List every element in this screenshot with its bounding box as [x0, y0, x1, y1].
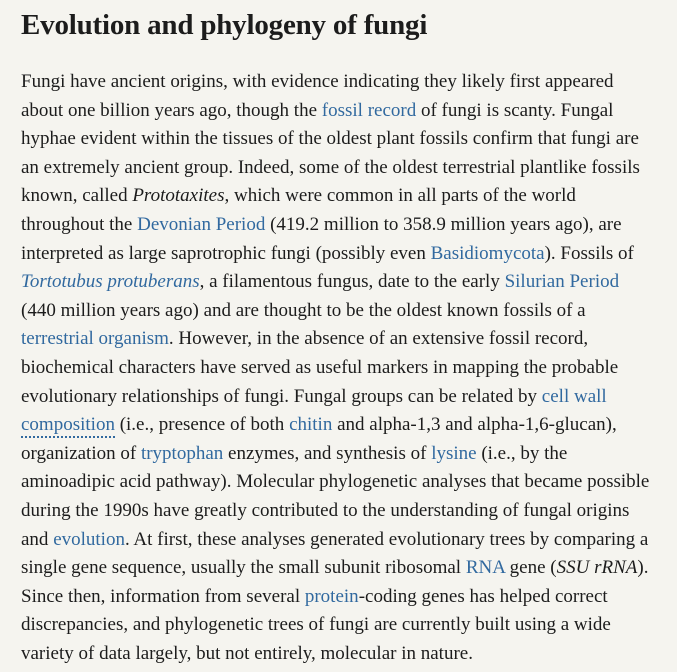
text-run: (440 million years ago) and are thought to be the oldest known fossils of a: [21, 299, 586, 321]
link-composition[interactable]: composition: [21, 414, 115, 438]
text-run: Fungi have ancient origins, with evidence indicating they likely first appeared about one billion years ago, though the: [21, 71, 614, 121]
link-silurian-period[interactable]: Silurian Period: [504, 271, 620, 293]
text-run: gene (: [504, 557, 557, 579]
text-run: . At first, these analyses generated evolutionary trees by comparing a single gene sequence, usually the small subunit ribosomal: [21, 528, 649, 579]
link-cell-wall[interactable]: cell wall: [541, 385, 607, 407]
text-run: of fungi is scanty. Fungal hyphae evident within the tissues of the oldest plant fossils confirm that fungi are an extremely ancient group. Indeed, some of the oldest terrestrial plantlike fossils known, called: [21, 99, 640, 207]
text-run: ). Since then, information from several: [21, 557, 649, 607]
link-lysine[interactable]: lysine: [431, 442, 477, 464]
link-protein[interactable]: protein: [304, 585, 359, 607]
text-run: (i.e., by the aminoadipic acid pathway). Molecular phylogenetic analyses that became possible during the 1990s have greatly contributed to the understanding of fungal origins and: [21, 442, 650, 550]
link-evolution[interactable]: evolution: [53, 528, 125, 550]
text-run: SSU rRNA: [556, 557, 638, 579]
text-run: -coding genes has helped correct discrepancies, and phylogenetic trees of fungi are currently built using a wide variety of data largely, but not entirely, molecular in nature.: [21, 585, 611, 664]
link-chitin[interactable]: chitin: [289, 414, 333, 436]
link-terrestrial-organism[interactable]: terrestrial organism: [21, 328, 169, 350]
link-rna[interactable]: RNA: [465, 557, 505, 579]
link-tortotubus-protuberans[interactable]: Tortotubus protuberans: [21, 271, 200, 293]
link-devonian-period[interactable]: Devonian Period: [137, 213, 266, 235]
text-run: enzymes, and synthesis of: [223, 442, 432, 464]
text-run: (i.e., presence of both: [114, 414, 290, 436]
text-run: and alpha-1,3 and alpha-1,6-glucan), organization of: [21, 414, 617, 464]
text-run: ). Fossils of: [544, 242, 634, 264]
link-tryptophan[interactable]: tryptophan: [140, 442, 224, 464]
text-run: (419.2 million to 358.9 million years ago), are interpreted as large saprotrophic fungi (possibly even: [21, 213, 622, 264]
text-run: . However, in the absence of an extensive fossil record, biochemical characters have served as useful markers in mapping the probable evolutionary relationships of fungi. Fungal groups can be related by: [21, 328, 619, 407]
article-paragraph: [21, 68, 656, 668]
link-basidiomycota[interactable]: Basidiomycota: [430, 242, 545, 264]
link-fossil-record[interactable]: fossil record: [321, 99, 417, 121]
text-run: , a filamentous fungus, date to the early: [199, 271, 505, 293]
article-title: Evolution and phylogeny of fungi: [21, 9, 428, 41]
text-run: , which were common in all parts of the world throughout the: [21, 185, 576, 235]
text-run: Prototaxites: [132, 185, 225, 207]
